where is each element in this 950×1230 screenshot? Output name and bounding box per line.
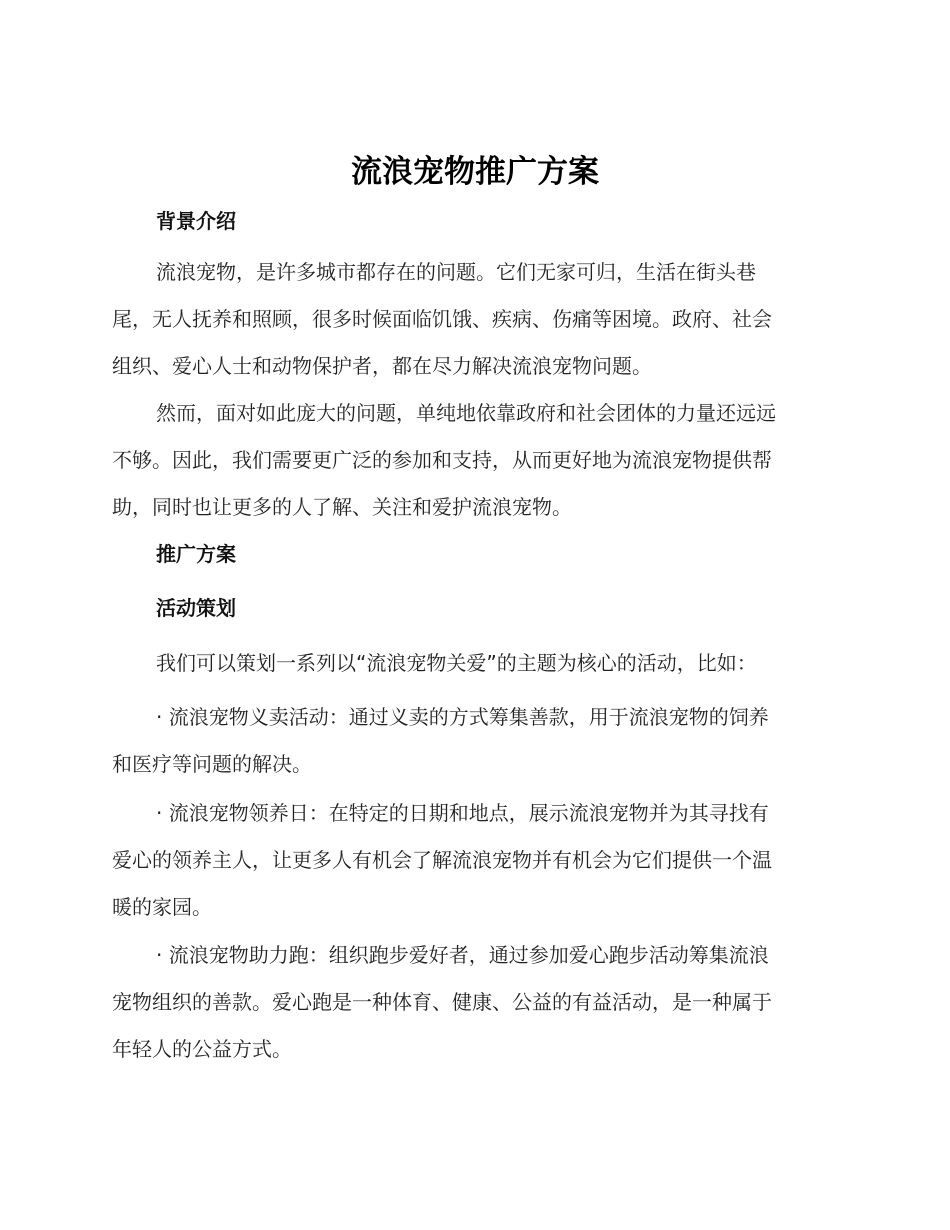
paragraph-line: 组织、爱心人士和动物保护者，都在尽力解决流浪宠物问题。: [112, 354, 652, 378]
bullet-line: · 流浪宠物领养日：在特定的日期和地点，展示流浪宠物并为其寻找有: [156, 801, 769, 825]
bullet-line: · 流浪宠物义卖活动：通过义卖的方式筹集善款，用于流浪宠物的饲养: [156, 705, 769, 729]
bullet-item-charity-sale: [112, 694, 830, 788]
section-heading-promotion: 推广方案: [156, 542, 236, 566]
bullet-item-charity-run: [112, 932, 830, 1073]
subheading-activity-planning: 活动策划: [156, 596, 236, 620]
paragraph-line: 尾，无人抚养和照顾，很多时候面临饥饿、疾病、伤痛等困境。政府、社会: [112, 307, 772, 331]
bullet-line: · 流浪宠物助力跑：组织跑步爱好者，通过参加爱心跑步活动筹集流浪: [156, 943, 769, 967]
paragraph-intro: [112, 640, 830, 687]
bullet-line: 和医疗等问题的解决。: [112, 752, 312, 776]
bullet-line: 年轻人的公益方式。: [112, 1037, 292, 1061]
paragraph-line: 我们可以策划一系列以“流浪宠物关爱”的主题为核心的活动，比如：: [156, 651, 757, 675]
document-title: 流浪宠物推广方案: [351, 154, 599, 190]
bullet-line: 宠物组织的善款。爱心跑是一种体育、健康、公益的有益活动，是一种属于: [112, 990, 772, 1014]
paragraph-line: 不够。因此，我们需要更广泛的参加和支持，从而更好地为流浪宠物提供帮: [112, 448, 772, 472]
bullet-line: 暖的家园。: [112, 895, 212, 919]
paragraph-background-1: [112, 249, 830, 390]
paragraph-line: 助，同时也让更多的人了解、关注和爱护流浪宠物。: [112, 495, 572, 519]
section-heading-background: 背景介绍: [156, 209, 236, 233]
paragraph-line: 流浪宠物，是许多城市都存在的问题。它们无家可归，生活在街头巷: [156, 260, 756, 284]
paragraph-background-2: [112, 390, 830, 531]
bullet-item-adoption-day: [112, 790, 830, 931]
bullet-line: 爱心的领养主人，让更多人有机会了解流浪宠物并有机会为它们提供一个温: [112, 848, 772, 872]
paragraph-line: 然而，面对如此庞大的问题，单纯地依靠政府和社会团体的力量还远远: [156, 401, 776, 425]
